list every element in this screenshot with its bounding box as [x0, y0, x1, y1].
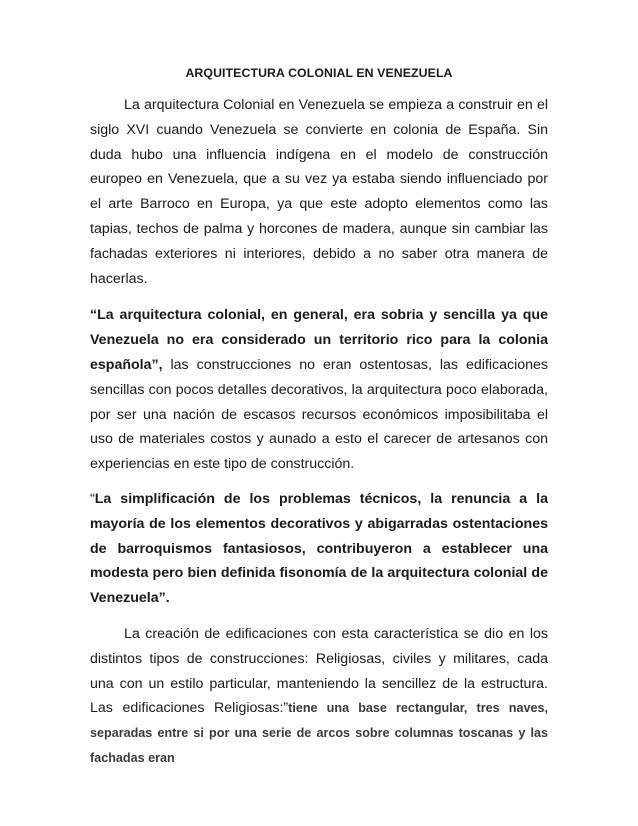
paragraph-simplification [90, 487, 548, 611]
document-page [90, 66, 548, 771]
paragraph-building-types-body: La creación de edificaciones con esta característica se dio en los distintos tipos de construcciones: Religiosas, civiles y militares, cada una con un estilo particular, manteniendo la sencillez de la estructura. Las edificaciones Religiosas:” [90, 625, 548, 717]
document-title: ARQUITECTURA COLONIAL EN VENEZUELA [185, 66, 453, 80]
paragraph-intro: La arquitectura Colonial en Venezuela se empieza a construir en el siglo XVI cuando Venezuela se convierte en colonia de España. Sin duda hubo una influencia indígena en el modelo de construcción europeo en Venezuela, que a su vez ya estaba siendo influenciado por el arte Barroco en Europa, ya que este adopto elementos como las tapias, techos de palma y horcones de madera, aunque sin cambiar las fachadas exteriores ni interiores, debido a no saber otra manera de hacerlas. [90, 97, 548, 287]
paragraph-building-types [90, 622, 548, 771]
quote-sobriety: “La arquitectura colonial, en general, era sobria y sencilla ya que Venezuela no era considerado un territorio rico para la colonia española”, [90, 307, 548, 373]
paragraph-sobriety [90, 303, 548, 477]
opening-quote-mark: “ [90, 490, 95, 507]
quote-religious-buildings: tiene una base rectangular, tres naves, separadas entre si por una serie de arcos sobre columnas toscanas y las fachadas eran [90, 701, 548, 765]
paragraph-sobriety-body: las construcciones no eran ostentosas, las edificaciones sencillas con pocos detalles decorativos, la arquitectura poco elaborada, por ser una nación de escasos recursos económicos imposibilitaba el uso de materiales costos y aunado a esto el carecer de artesanos con experiencias en este tipo de construcción. [90, 356, 548, 473]
quote-simplification: La simplificación de los problemas técnicos, la renuncia a la mayoría de los elementos decorativos y abigarradas ostentaciones de barroquismos fantasiosos, contribuyeron a establecer una modesta pero bien definida fisonomía de la arquitectura colonial de Venezuela”. [90, 490, 548, 607]
